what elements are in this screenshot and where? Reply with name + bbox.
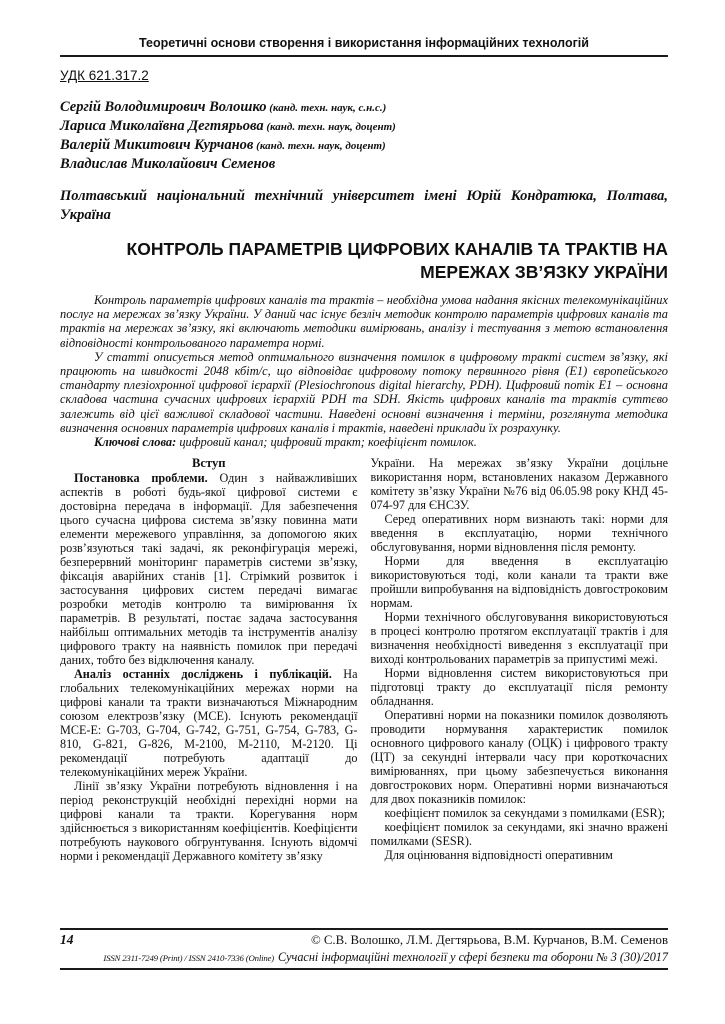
body-paragraph: Норми відновлення систем використовуються при підготовці тракту до експлуатації після ремонту обладнання. [370, 666, 668, 709]
author-name: Сергій Володимирович Волошко [60, 99, 267, 115]
author-degree: (канд. техн. наук, доцент) [263, 121, 396, 133]
udc-row [60, 57, 668, 85]
body-paragraph: України. На мережах зв’язку України доцільне використання норм, встановлених наказом Державного комітету зв’язку України №76 від 06.05.98 року КНД 45-074-97 для ЄНСЗУ. [370, 456, 668, 513]
article-title: КОНТРОЛЬ ПАРАМЕТРІВ ЦИФРОВИХ КАНАЛІВ ТА ТРАКТІВ НА МЕРЕЖАХ ЗВ’ЯЗКУ УКРАЇНИ [126, 239, 668, 282]
body-paragraph: Оперативні норми на показники помилок дозволяють проводити нормування характеристик помилок основного цифрового каналу (ОЦК) і цифрового тракту (ЦТ) за секундні інтервали часу при короткочасних вимірюваннях, при цьому забезпечується виконання довгострокових норм. Оперативні норми визначаються для двох показників помилок: [370, 708, 668, 807]
two-column-body [60, 456, 668, 863]
keywords-line [60, 435, 668, 449]
body-paragraph: Лінії зв’язку України потребують відновлення і на період реконструкцій необхідні перехідні норми на цифрові канали та тракти. Корегування норм здійснюється з використанням коефіцієнтів. Коефіцієнти потребують наукового обгрунтування. Існують відомчі норми і рекомендації Державного комітету зв’язку [60, 779, 358, 864]
author-name: Лариса Миколаївна Дегтярьова [60, 118, 264, 134]
body-paragraph [60, 667, 358, 779]
body-list-item: коефіцієнт помилок за секундами з помилками (ESR); [384, 806, 666, 821]
left-column [60, 456, 358, 863]
abstract-block [60, 293, 668, 449]
keywords-label: Ключові слова: [94, 435, 177, 450]
body-paragraph: Норми для введення в експлуатацію використовуються тоді, коли канали та тракти вже пройшли випробування на відповідність довгостроковим нормам. [370, 554, 668, 611]
copyright-line: © С.В. Волошко, Л.М. Дегтярьова, В.М. Курчанов, В.М. Семенов [310, 933, 668, 947]
body-paragraph [60, 471, 358, 667]
abstract-paragraph: У статті описується метод оптимального визначення помилок в цифровому тракті систем зв’язку, які працюють на швидкості 2048 кбіт/с, що відповідає цифровому потоку первинного рівня (Е1) європейського стандарту плезіохронної цифрової ієрархії (Plesiochronous digital hierarchy, PDH). Цифровий потік Е1 – основна складова частина сучасних цифрових ієрархій PDH та SDH. Якість цифрових каналів та трактів суттєво залежить від цієї важливої складової частини. Наведені основні визначення і терміни, розглянута методика визначення основних параметрів цифрових каналів і трактів, наведені приклади їх розрахунку. [60, 349, 668, 435]
page-footer [60, 928, 668, 970]
body-paragraph: Для оцінювання відповідності оперативним [384, 848, 613, 863]
author-name: Валерій Микитович Курчанов [60, 137, 254, 153]
paragraph-text: На глобальних телекомунікаційних мережах норми на цифрові канали та тракти визначаються Міжнародним союзом електрозв’язку (МСЕ). Існують рекомендації МСЕ-Е: G-703, G-704, G-742, G-751, G-754, G-783, G-810, G-821, G-826, М-2100, М-2110, М-2120. Ці рекомендації потребують адаптації до телекомунікаційних мереж України. [60, 667, 358, 780]
author-line [60, 117, 668, 136]
author-line [60, 136, 668, 155]
issn-line: ISSN 2311-7249 (Print) / ISSN 2410-7336 (Online) [103, 953, 274, 963]
author-degree: (канд. техн. наук, с.н.с.) [266, 102, 387, 114]
paragraph-text: Один з найважливіших аспектів в роботі будь-якої цифрової системи є достовірна передача в інформації. Для забезпечення цього сучасна цифрова система зв’язку повинна мати елементи мережевого управління, за допомогою яких розв’язуються такі задачі, як реконфігурація мережі, безперервний моніторинг параметрів системи зв’язку, фіксація аварійних станів [1]. Стрімкий розвиток і застосування цифрових систем передачі вимагає розробки методів контролю та вимірювання їх параметрів. В результаті, постає задача застосування найбільш оптимальних методів та інструментів аналізу цифрового тракту на наявність помилок при передачі даних, тобто без відключення каналу. [60, 471, 358, 668]
journal-title: Сучасні інформаційні технології у сфері безпеки та оборони № 3 (30)/2017 [277, 950, 668, 964]
abstract-paragraph: Контроль параметрів цифрових каналів та трактів – необхідна умова надання якісних телекомунікаційних послуг на мережах зв’язку України. У даний час існує безліч методик контролю параметрів цифрових каналів та трактів на мережах зв’язку, які включають методики вимірювань, аналізу і тестування з метою встановлення відповідності контрольованого параметра нормі. [60, 293, 668, 350]
footer-journal-row [60, 948, 668, 966]
author-line [60, 155, 668, 174]
right-column [371, 456, 669, 863]
paragraph-lead: Аналіз останніх досліджень і публікацій. [74, 667, 332, 682]
running-head: Теоретичні основи створення і використання інформаційних технологій [60, 36, 668, 57]
author-name: Владислав Миколайович Семенов [60, 156, 276, 172]
keywords-text: цифровий канал; цифровий тракт; коефіцієнт помилок. [176, 435, 477, 450]
authors-block [60, 98, 668, 174]
author-degree: (канд. техн. наук, доцент) [253, 140, 386, 152]
body-list-item: коефіцієнт помилок за секундами, які значно вражені помилками (SESR). [370, 820, 668, 849]
affiliation: Полтавський національний технічний університет імені Юрій Кондратюка, Полтава, Україна [60, 188, 668, 223]
udc-code: УДК 621.317.2 [60, 68, 149, 83]
footer-copyright-row [60, 932, 668, 948]
paragraph-lead: Постановка проблеми. [74, 471, 208, 486]
body-paragraph: Норми технічного обслуговування використовуються в процесі контролю протягом експлуатації трактів і для визначення необхідності виведення з експлуатації при виході контрольованих параметрів за припустимі межі. [370, 610, 668, 667]
body-paragraph: Серед оперативних норм визнають такі: норми для введення в експлуатацію, норми технічного обслуговування, норми відновлення після ремонту. [370, 512, 668, 555]
page-number: 14 [60, 932, 74, 947]
section-heading-intro: Вступ [191, 456, 226, 471]
author-line [60, 98, 668, 117]
